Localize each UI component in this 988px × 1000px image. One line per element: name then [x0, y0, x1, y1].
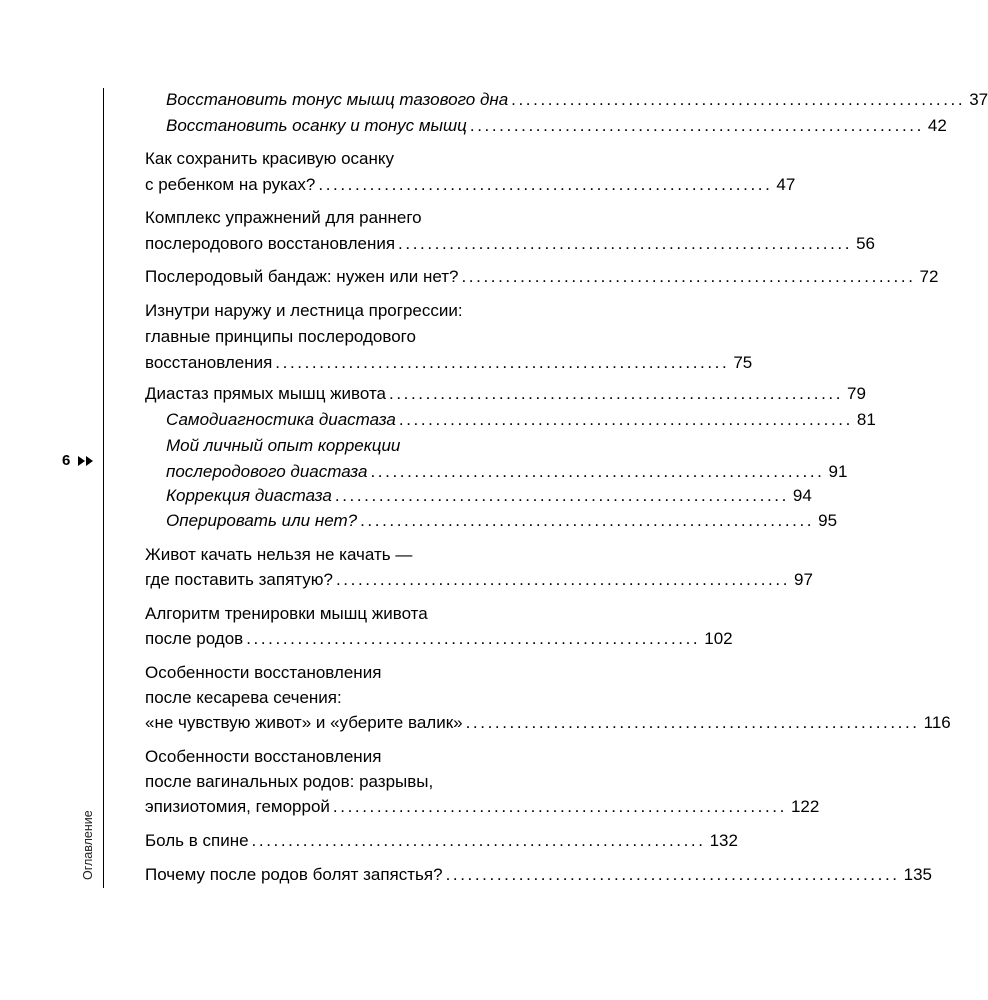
double-arrow-icon: [78, 456, 93, 466]
toc-entry-title: Самодиагностика диастаза: [166, 410, 396, 429]
toc-entry-page: 42: [927, 116, 947, 135]
toc-entry: [145, 828, 738, 854]
toc-entry-title: Почему после родов болят запястья?: [145, 865, 443, 884]
dot-leader: ..............................................................: [398, 410, 853, 429]
toc-entry: [145, 381, 866, 407]
toc-entry-title: послеродового диастаза: [166, 462, 368, 481]
toc-entry: [166, 407, 876, 433]
toc-entry-title-line: после кесарева сечения:: [145, 688, 342, 707]
toc-entry-title-line: Как сохранить красивую осанку: [145, 149, 395, 168]
toc-entry-title-line: Изнутри наружу и лестница прогрессии:: [145, 301, 463, 320]
dot-leader: ..............................................................: [360, 511, 815, 530]
toc-entry-title: восстановления: [145, 353, 273, 372]
toc-entry-page: 94: [792, 486, 812, 505]
toc-entry: [145, 231, 876, 257]
toc-entry-page: 75: [733, 353, 753, 372]
toc-entry-title: Боль в спине: [145, 831, 249, 850]
toc-entry-title-line: после вагинальных родов: разрывы,: [145, 772, 434, 791]
toc-entry: [145, 862, 932, 888]
toc-entry-page: 37: [969, 90, 988, 109]
toc-entry-page: 97: [794, 570, 813, 589]
toc-entry-title: «не чувствую живот» и «уберите валик»: [145, 713, 463, 732]
dot-leader: ..............................................................: [398, 234, 853, 253]
dot-leader: ..............................................................: [389, 384, 844, 403]
dot-leader: ..............................................................: [465, 713, 920, 732]
dot-leader: ..............................................................: [332, 797, 787, 816]
toc-entry: [166, 508, 838, 534]
page-number: 6: [62, 452, 71, 469]
dot-leader: ..............................................................: [461, 267, 916, 286]
toc-entry: [145, 350, 753, 376]
toc-entry-title: после родов: [145, 629, 244, 648]
toc-entry-title: с ребенком на руках?: [145, 175, 316, 194]
dot-leader: ..............................................................: [370, 462, 825, 481]
margin-rule: [103, 88, 104, 888]
toc-entry: [166, 459, 848, 485]
toc-entry-page: 81: [856, 410, 876, 429]
dot-leader: ..............................................................: [334, 486, 789, 505]
dot-leader: ..............................................................: [251, 831, 706, 850]
toc-entry-page: 102: [704, 629, 733, 648]
toc-entry-page: 72: [919, 267, 939, 286]
toc-entry: [166, 483, 812, 509]
toc-entry-page: 122: [790, 797, 820, 816]
toc-entry-page: 95: [818, 511, 838, 530]
dot-leader: ..............................................................: [275, 353, 730, 372]
dot-leader: ..............................................................: [445, 865, 900, 884]
toc-entry: [166, 87, 988, 113]
running-head: Оглавление: [81, 810, 95, 880]
toc-entry-title-line: Живот качать нельзя не качать —: [145, 545, 413, 564]
dot-leader: ..............................................................: [469, 116, 924, 135]
toc-entry-title: где поставить запятую?: [145, 570, 333, 589]
toc-entry: [145, 710, 951, 736]
toc-entry-title: эпизиотомия, геморрой: [145, 797, 330, 816]
toc-entry: [145, 567, 813, 593]
dot-leader: ..............................................................: [318, 175, 773, 194]
toc-entry-title: Восстановить осанку и тонус мышц: [166, 116, 467, 135]
toc-entry-title: Восстановить тонус мышц тазового дна: [166, 90, 509, 109]
toc-entry: [145, 264, 939, 290]
toc-entry: [166, 113, 947, 139]
toc-entry-title-line: Алгоритм тренировки мышц живота: [145, 604, 428, 623]
toc-entry-title-line: главные принципы послеродового: [145, 327, 416, 346]
page-number-block: [62, 450, 93, 472]
toc-entry-title: Оперировать или нет?: [166, 511, 358, 530]
toc-entry: [145, 172, 796, 198]
toc-entry-page: 116: [923, 713, 951, 732]
dot-leader: ..............................................................: [335, 570, 791, 589]
toc-entry-page: 135: [903, 865, 932, 884]
toc-entry-page: 47: [776, 175, 796, 194]
toc-entry: [145, 626, 733, 652]
toc-entry-title-line: Особенности восстановления: [145, 663, 382, 682]
dot-leader: ..............................................................: [511, 90, 966, 109]
toc-entry-page: 132: [709, 831, 738, 850]
toc-entry-title-line: Особенности восстановления: [145, 747, 382, 766]
toc-entry-page: 91: [828, 462, 848, 481]
toc-entry-title: Послеродовый бандаж: нужен или нет?: [145, 267, 459, 286]
toc-entry-title-line: Мой личный опыт коррекции: [166, 436, 401, 455]
toc-entry-page: 56: [856, 234, 876, 253]
dot-leader: ..............................................................: [246, 629, 701, 648]
toc-entry-page: 79: [847, 384, 866, 403]
toc-entry-title: Диастаз прямых мышц живота: [145, 384, 386, 403]
toc-entry-title: Коррекция диастаза: [166, 486, 332, 505]
toc-entry: [145, 794, 820, 820]
toc-entry-title: послеродового восстановления: [145, 234, 396, 253]
toc-entry-title-line: Комплекс упражнений для раннего: [145, 208, 422, 227]
